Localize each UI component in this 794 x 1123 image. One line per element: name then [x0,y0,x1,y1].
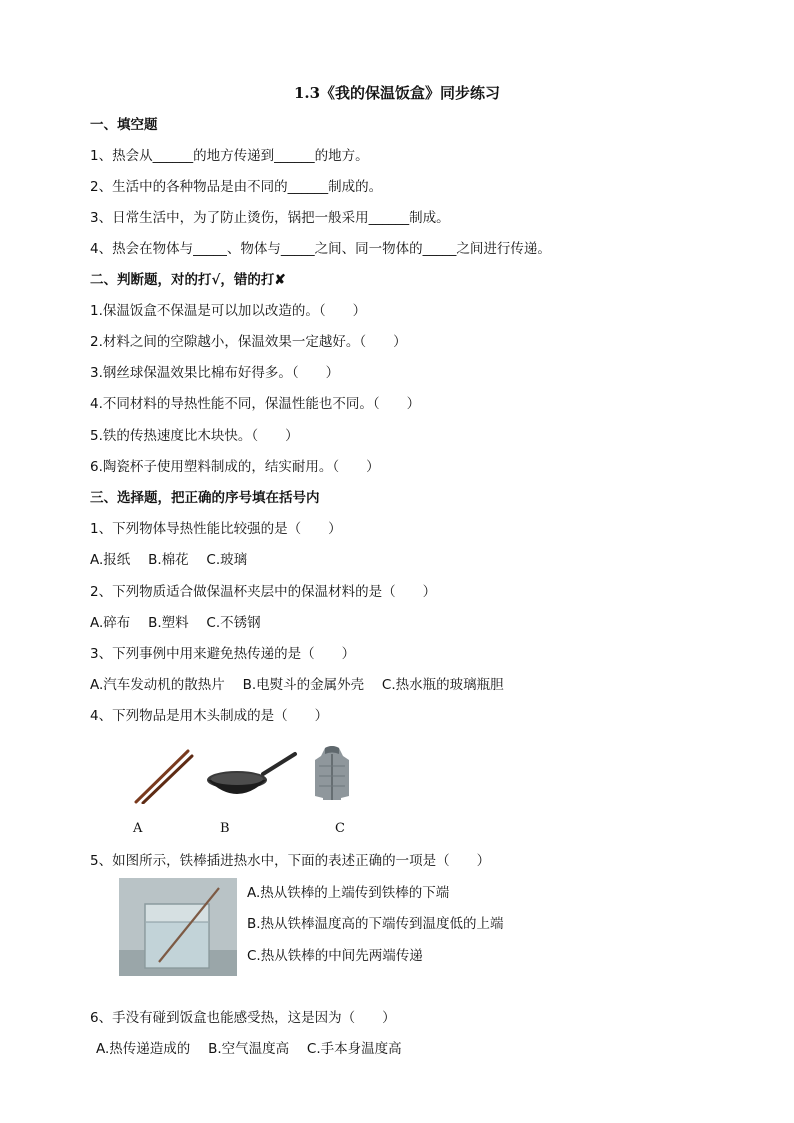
q5-option-c: C.热从铁棒的中间先两端传递 [247,948,423,964]
choice-question-3: 3、下列事例中用来避免热传递的是（ ） [90,646,356,662]
section-heading-judge: 二、判断题，对的打√，错的打✘ [90,272,286,288]
choice-options-3: A.汽车发动机的散热片 B.电熨斗的金属外壳 C.热水瓶的玻璃瓶胆 [90,677,504,693]
judge-question-1: 1.保温饭盒不保温是可以加以改造的。（ ） [90,303,367,319]
choice-options-1: A.报纸 B.棉花 C.玻璃 [90,552,248,568]
fill-question-4: 4、热会在物体与_____、物体与_____之间、同一物体的_____之间进行传递。 [90,241,551,257]
judge-question-4: 4.不同材料的导热性能不同，保温性能也不同。（ ） [90,396,421,412]
wok-image [205,750,299,802]
fill-question-2: 2、生活中的各种物品是由不同的______制成的。 [90,179,383,195]
choice-options-6: A.热传递造成的 B.空气温度高 C.手本身温度高 [96,1041,402,1057]
judge-question-2: 2.材料之间的空隙越小，保温效果一定越好。（ ） [90,334,407,350]
chopsticks-image [130,748,194,804]
padded-coat-image [313,744,351,802]
choice-options-2: A.碎布 B.塑料 C.不锈钢 [90,615,261,631]
image-label-a: A [133,821,143,836]
image-label-c: C [335,821,345,836]
choice-question-6: 6、手没有碰到饭盒也能感受热，这是因为（ ） [90,1010,396,1026]
q5-option-b: B.热从铁棒温度高的下端传到温度低的上端 [247,916,504,932]
fill-question-3: 3、日常生活中，为了防止烫伤，锅把一般采用______制成。 [90,210,450,226]
choice-question-2: 2、下列物质适合做保温杯夹层中的保温材料的是（ ） [90,584,437,600]
section-heading-choice: 三、选择题，把正确的序号填在括号内 [90,490,320,506]
judge-question-6: 6.陶瓷杯子使用塑料制成的，结实耐用。（ ） [90,459,380,475]
section-heading-fill: 一、填空题 [90,117,158,133]
page-title: 1.3《我的保温饭盒》同步练习 [293,84,501,102]
choice-question-4: 4、下列物品是用木头制成的是（ ） [90,708,329,724]
fill-question-1: 1、热会从______的地方传递到______的地方。 [90,148,369,164]
q5-option-a: A.热从铁棒的上端传到铁棒的下端 [247,885,450,901]
image-label-b: B [220,821,230,836]
choice-question-5: 5、如图所示，铁棒插进热水中，下面的表述正确的一项是（ ） [90,853,491,869]
choice-question-1: 1、下列物体导热性能比较强的是（ ） [90,521,342,537]
iron-rod-in-water-image [119,878,237,976]
judge-question-5: 5.铁的传热速度比木块快。（ ） [90,428,299,444]
judge-question-3: 3.钢丝球保温效果比棉布好得多。（ ） [90,365,340,381]
